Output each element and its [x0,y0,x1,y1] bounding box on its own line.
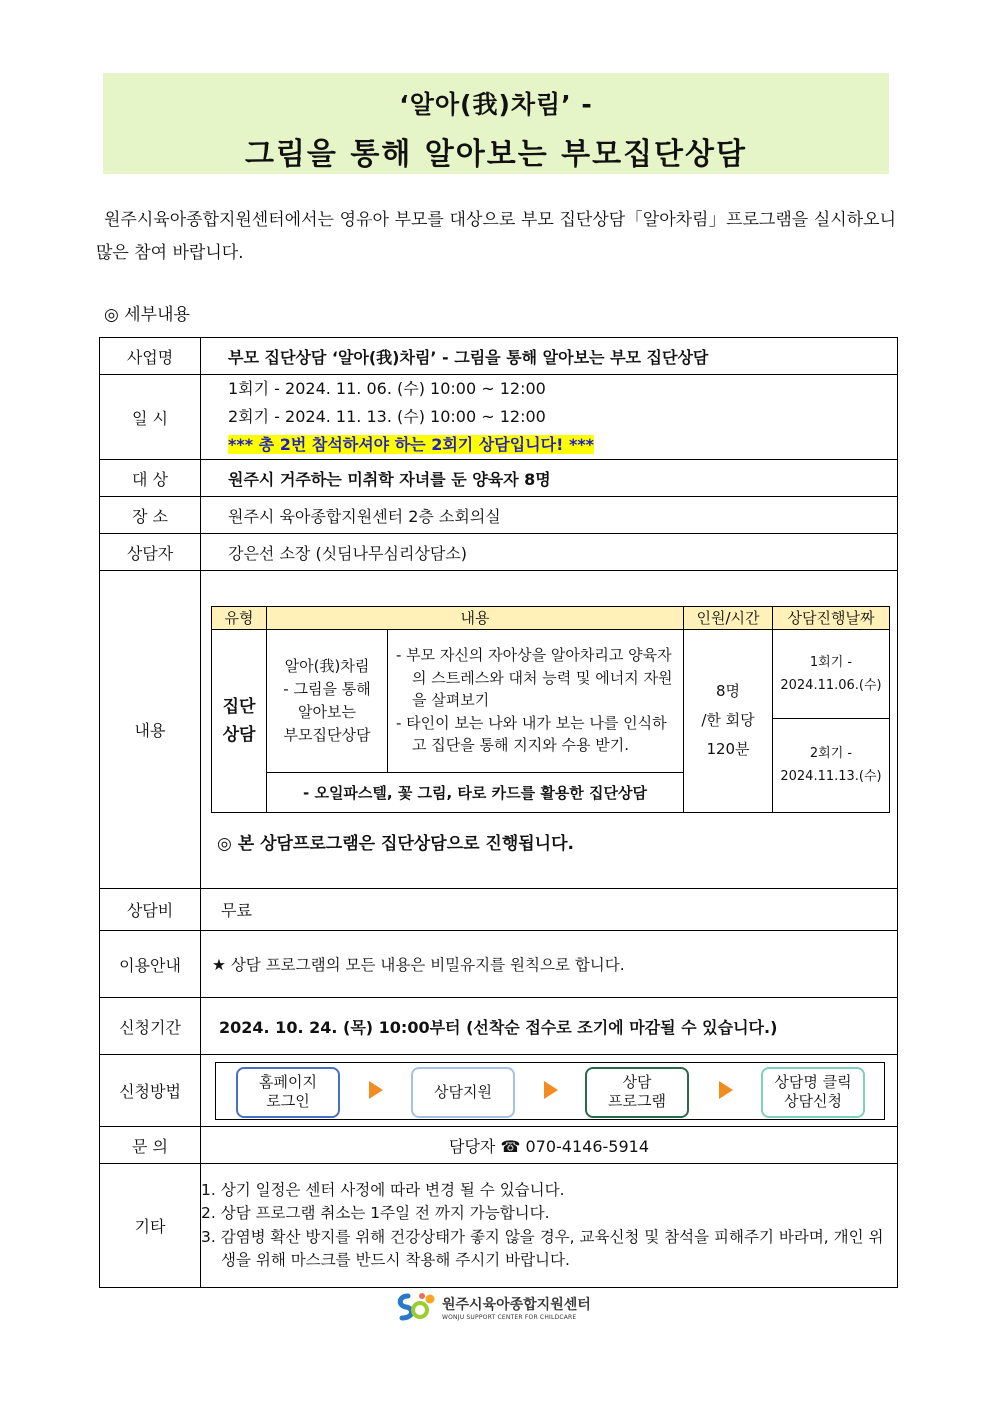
attendance-notice: *** 총 2번 참석하셔야 하는 2회기 상담입니다! *** [228,435,595,454]
footer-subtitle: WONJU SUPPORT CENTER FOR CHILDCARE [442,1313,577,1321]
footer-logo [394,1290,591,1324]
note-1: 1. 상기 일정은 센터 사정에 따라 변경 될 수 있습니다. [201,1180,565,1199]
label-etc: 기타 [100,1164,201,1288]
value-method [201,1055,898,1127]
bullet-1: - 부모 자신의 자아상을 알아차리고 양육자의 스트레스와 대처 능력 및 에너지 자원을 살펴보기 [396,646,673,710]
date-2-cell: 2회기 - 2024.11.13.(수) [773,718,890,812]
label-counselor: 상담자 [100,534,201,571]
step-click-apply[interactable]: 상담명 클릭 상담신청 [761,1067,865,1118]
value-target: 원주시 거주하는 미취학 자녀를 둔 양육자 8명 [201,460,898,497]
value-program: 부모 집단상담 ‘알아(我)차림’ - 그림을 통해 알아보는 부모 집단상담 [201,338,898,375]
arrow-right-icon [544,1081,558,1099]
method-cell: - 오일파스텔, 꽃 그림, 타로 카드를 활용한 집단상담 [267,772,684,812]
section-heading: ◎ 세부내용 [104,305,190,325]
label-schedule: 일 시 [100,375,201,460]
row-counselor [100,534,898,571]
footer-name: 원주시육아종합지원센터 [442,1296,591,1313]
header-date: 상담진행날짜 [773,606,890,629]
label-method: 신청방법 [100,1055,201,1127]
row-target [100,460,898,497]
arrow-right-icon [369,1081,383,1099]
value-place: 원주시 육아종합지원센터 2층 소회의실 [201,497,898,534]
note-2: 2. 상담 프로그램 취소는 1주일 전 까지 가능합니다. [201,1204,550,1222]
label-guide: 이용안내 [100,931,201,998]
row-fee [100,889,898,931]
label-place: 장 소 [100,497,201,534]
value-contact: 담당자 ☎ 070-4146-5914 [201,1127,898,1164]
intro-paragraph: 원주시육아종합지원센터에서는 영유아 부모를 대상으로 부모 집단상담「알아차림」프로그램을 실시하오니 많은 참여 바랍니다. [96,210,896,263]
bullet-2: - 타인이 보는 나와 내가 보는 나를 인식하고 집단을 통해 지지와 수용 받기. [396,713,667,755]
center-logo-icon [394,1290,438,1324]
header-content: 내용 [267,606,684,629]
bullets-cell [388,629,684,772]
value-fee: 무료 [201,889,898,931]
type-cell: 집단 상담 [212,629,267,812]
header-people: 인원/시간 [684,606,773,629]
row-schedule [100,375,898,460]
row-method [100,1055,898,1127]
row-period [100,998,898,1055]
content-note: ◎ 본 상담프로그램은 집단상담으로 진행됩니다. [217,833,574,854]
header-type: 유형 [212,606,267,629]
value-etc [201,1164,898,1288]
details-table [99,337,898,1288]
step-homepage-login[interactable]: 홈페이지 로그인 [236,1067,340,1118]
program-name-cell: 알아(我)차림 - 그림을 통해 알아보는 부모집단상담 [267,629,388,772]
row-contact [100,1127,898,1164]
title-box [103,73,889,174]
label-program: 사업명 [100,338,201,375]
label-content: 내용 [100,571,201,889]
arrow-right-icon [719,1081,733,1099]
people-cell: 8명 /한 회당 120분 [684,629,773,812]
value-counselor: 강은선 소장 (싯딤나무심리상담소) [201,534,898,571]
value-period: 2024. 10. 24. (목) 10:00부터 (선착순 접수로 조기에 마감될 수 있습니다.) [201,998,898,1055]
session-1: 1회기 - 2024. 11. 06. (수) 10:00 ~ 12:00 [228,379,546,398]
row-guide [100,931,898,998]
row-content [100,571,898,889]
content-table [211,606,890,813]
value-content [201,571,898,889]
label-period: 신청기간 [100,998,201,1055]
title-line1: ‘알아(我)차림’ - [399,90,593,119]
application-flow [215,1062,885,1120]
row-program [100,338,898,375]
note-3: 3. 감염병 확산 방지를 위해 건강상태가 좋지 않을 경우, 교육신청 및 참석을 피해주기 바라며, 개인 위생을 위해 마스크를 반드시 착용해 주시기 바랍니다. [201,1227,884,1269]
label-contact: 문 의 [100,1127,201,1164]
title-line2: 그림을 통해 알아보는 부모집단상담 [244,137,748,172]
value-guide: ★ 상담 프로그램의 모든 내용은 비밀유지를 원칙으로 합니다. [201,931,898,998]
content-header-row [212,606,890,629]
value-schedule [201,375,898,460]
row-place [100,497,898,534]
row-etc [100,1164,898,1288]
step-counseling-program[interactable]: 상담 프로그램 [585,1067,689,1118]
label-fee: 상담비 [100,889,201,931]
label-target: 대 상 [100,460,201,497]
date-1-cell: 1회기 - 2024.11.06.(수) [773,629,890,718]
session-2: 2회기 - 2024. 11. 13. (수) 10:00 ~ 12:00 [228,407,546,426]
step-counseling-support[interactable]: 상담지원 [411,1067,515,1118]
